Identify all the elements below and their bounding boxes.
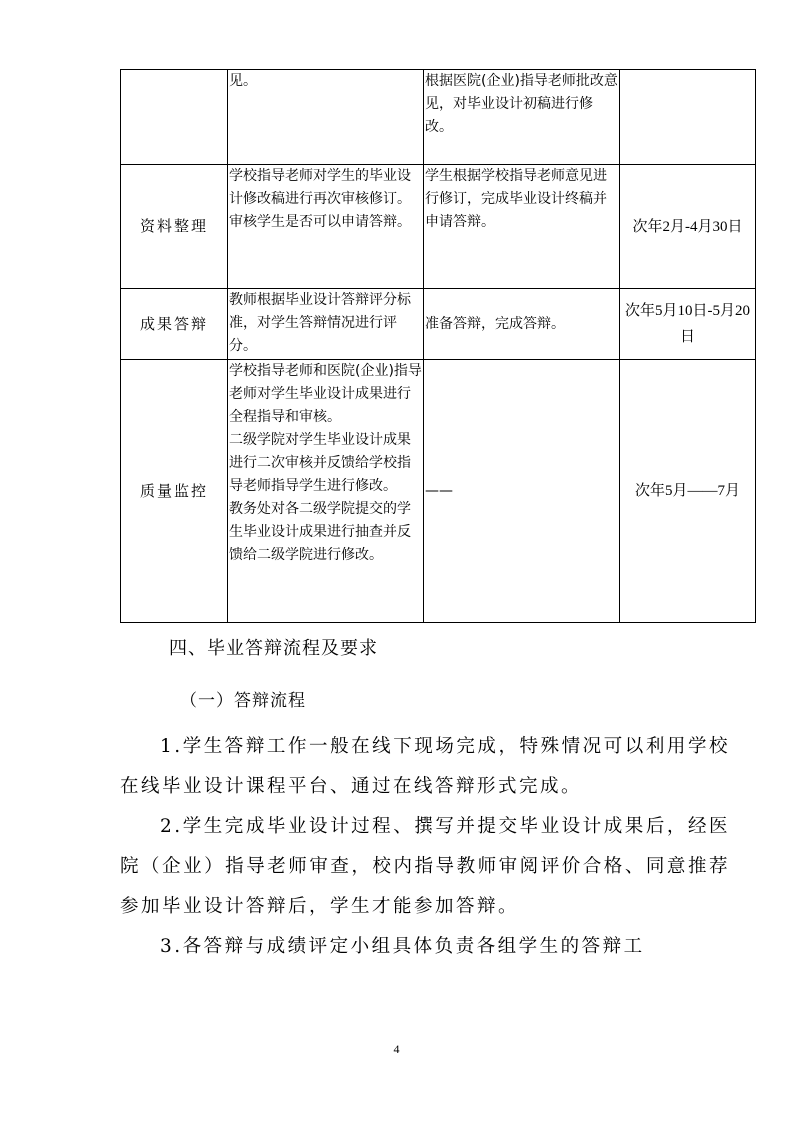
subsection-heading: （一）答辩流程 — [180, 691, 306, 711]
teacher-text: 学校指导老师对学生的毕业设计修改稿进行再次审核修订。 — [229, 168, 411, 207]
phase-cell — [121, 70, 228, 165]
student-cell — [424, 70, 620, 165]
paragraph: 2.学生完成毕业设计过程、撰写并提交毕业设计成果后，经医院（企业）指导老师审查，校内指导教师审阅评价合格、同意推荐参加毕业设计答辩后，学生才能参加答辩。 — [120, 816, 730, 917]
paragraph: 1.学生答辩工作一般在线下现场完成，特殊情况可以利用学校在线毕业设计课程平台、通过在线答辩形式完成。 — [120, 736, 730, 797]
teacher-cell — [228, 70, 424, 165]
teacher-text: 学校指导老师和医院(企业)指导老师对学生毕业设计成果进行全程指导和审核。 — [229, 363, 422, 425]
student-cell — [424, 360, 620, 623]
table-row — [121, 289, 756, 360]
time-cell: 次年5月10日-5月20日 — [620, 289, 756, 360]
teacher-cell — [228, 360, 424, 623]
student-text: 准备答辩，完成答辩。 — [425, 315, 565, 332]
student-text: 学生根据学校指导老师意见进行修订，完成毕业设计终稿并申请答辩。 — [425, 168, 607, 230]
teacher-text: 二级学院对学生毕业设计成果进行二次审核并反馈给学校指导老师指导学生进行修改。 — [229, 432, 411, 494]
student-cell — [424, 165, 620, 289]
teacher-text: 教务处对各二级学院提交的学生毕业设计成果进行抽查并反馈给二级学院进行修改。 — [229, 501, 411, 563]
time-cell — [620, 70, 756, 165]
section-heading: 四、毕业答辩流程及要求 — [169, 638, 378, 659]
page-number: 4 — [393, 1042, 400, 1056]
paragraph: 3.各答辩与成绩评定小组具体负责各组学生的答辩工 — [160, 936, 645, 957]
teacher-text: 见。 — [229, 73, 257, 89]
student-text: 根据医院(企业)指导老师批改意见，对毕业设计初稿进行修改。 — [425, 73, 618, 135]
teacher-text: 审核学生是否可以申请答辩。 — [229, 214, 411, 230]
body-text — [120, 727, 730, 967]
table-row — [121, 360, 756, 623]
phase-cell: 成果答辩 — [121, 289, 228, 360]
schedule-table — [120, 69, 756, 623]
student-cell — [424, 289, 620, 360]
teacher-text: 教师根据毕业设计答辩评分标准，对学生答辩情况进行评分。 — [229, 292, 411, 354]
phase-cell: 资料整理 — [121, 165, 228, 289]
table-row — [121, 165, 756, 289]
time-cell: 次年5月——7月 — [620, 360, 756, 623]
time-cell: 次年2月-4月30日 — [620, 165, 756, 289]
teacher-cell — [228, 289, 424, 360]
phase-cell: 质量监控 — [121, 360, 228, 623]
table-row — [121, 70, 756, 165]
student-text: —— — [425, 482, 453, 499]
teacher-cell — [228, 165, 424, 289]
